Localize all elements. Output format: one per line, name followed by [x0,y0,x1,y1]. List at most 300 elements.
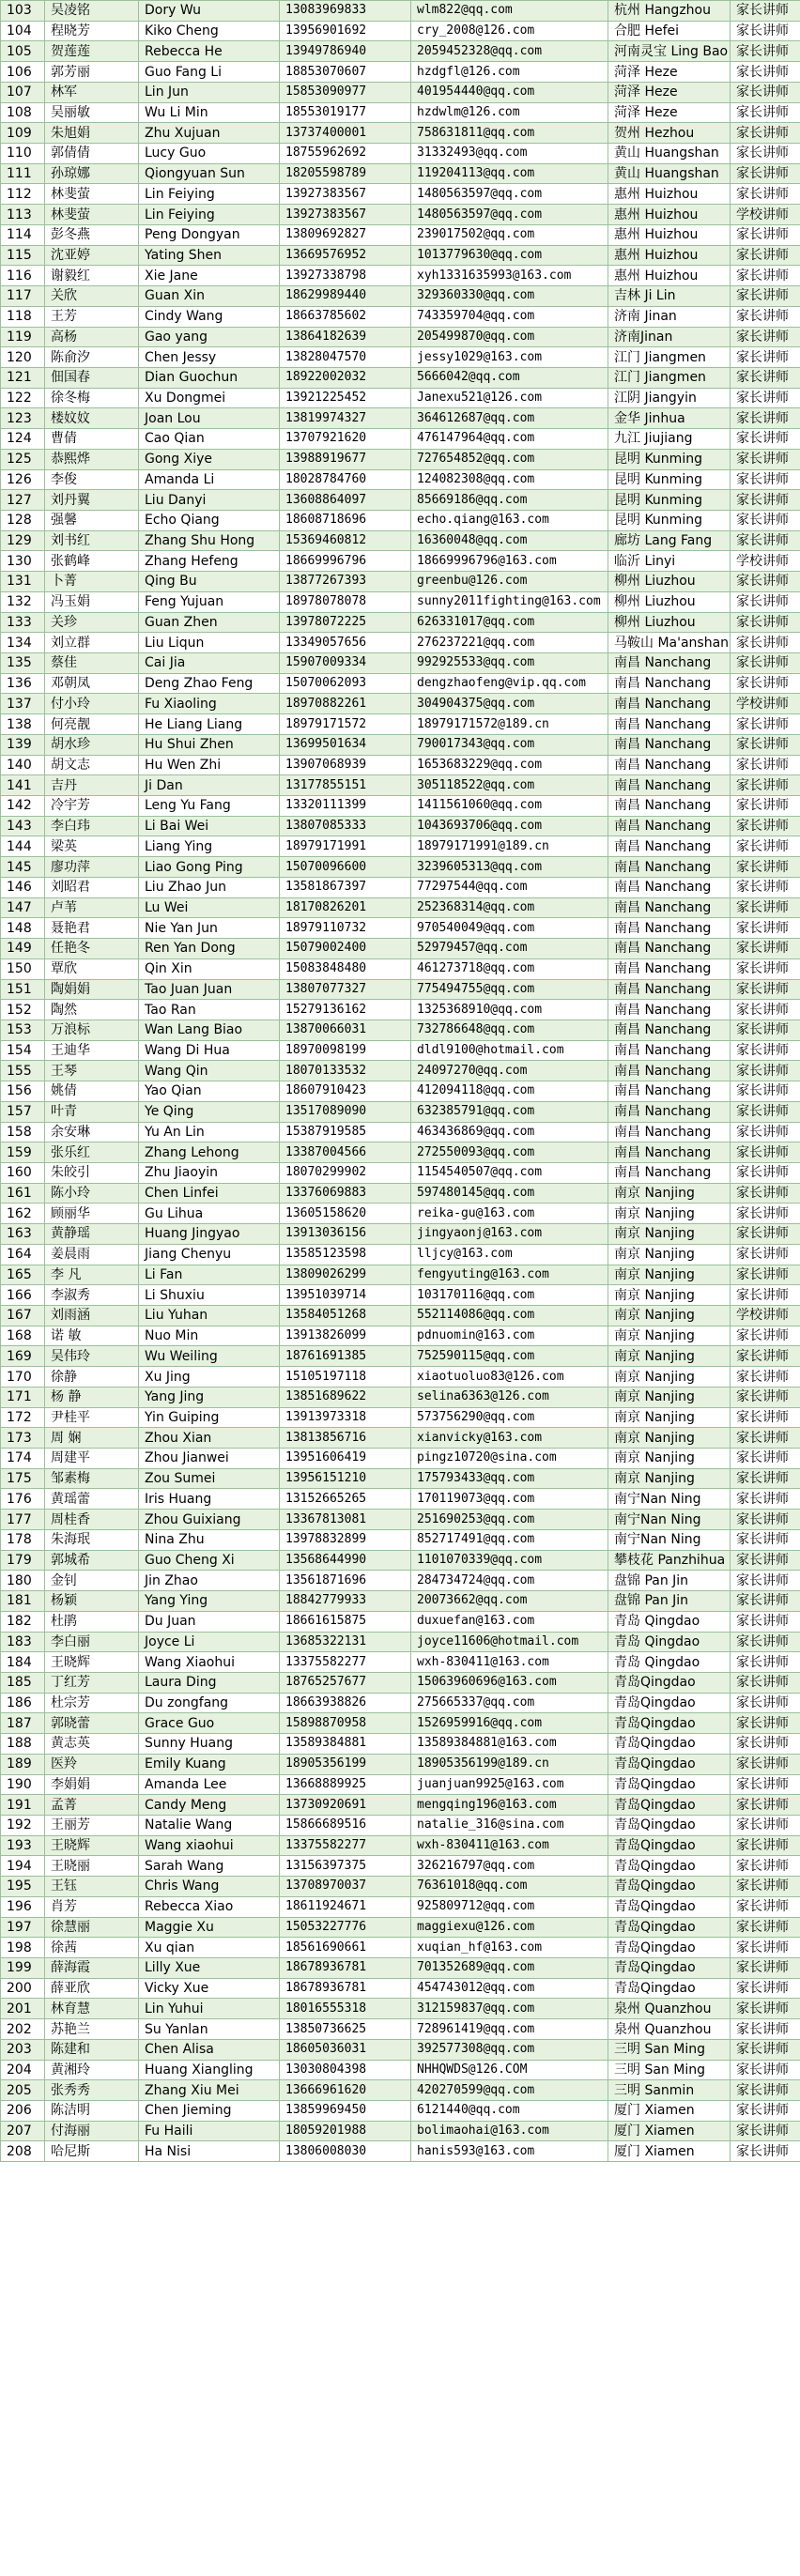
email-cell: 597480145@qq.com [411,1183,608,1204]
chinese-name-cell: 王琴 [45,1061,139,1081]
email-cell: 205499870@qq.com [411,327,608,347]
chinese-name-cell: 余安琳 [45,1122,139,1142]
chinese-name-cell: 医羚 [45,1754,139,1774]
table-row [1,1101,800,1122]
chinese-name-cell: 郭芳丽 [45,62,139,83]
email-cell: 251690253@qq.com [411,1510,608,1530]
phone-number-cell: 13685322131 [280,1632,411,1652]
role-cell: 家长讲师 [731,1489,800,1510]
email-cell: 305118522@qq.com [411,775,608,796]
table-row [1,82,800,102]
city-cell: 昆明 Kunming [608,510,731,530]
email-cell: 31332493@qq.com [411,144,608,164]
email-cell: 18669996796@163.com [411,551,608,572]
role-cell: 家长讲师 [731,1693,800,1713]
phone-number-cell: 13859969450 [280,2101,411,2122]
role-cell: 家长讲师 [731,327,800,347]
city-cell: 南昌 Nanchang [608,796,731,817]
city-cell: 攀枝花 Panzhihua [608,1550,731,1571]
email-cell: NHHQWDS@126.COM [411,2060,608,2080]
city-cell: 三明 San Ming [608,2060,731,2080]
english-name-cell: Wu Weiling [139,1346,280,1367]
table-row [1,245,800,266]
english-name-cell: Cao Qian [139,429,280,450]
email-cell: 992925533@qq.com [411,653,608,674]
email-cell: 852717491@qq.com [411,1529,608,1550]
english-name-cell: Zhu Jiaoyin [139,1162,280,1183]
table-row [1,1510,800,1530]
table-row [1,1306,800,1326]
row-number-cell: 167 [1,1306,45,1326]
row-number-cell: 109 [1,123,45,144]
row-number-cell: 139 [1,734,45,755]
email-cell: 18979171991@189.cn [411,836,608,857]
contact-table-body [1,1,800,2162]
role-cell: 家长讲师 [731,2101,800,2122]
phone-number-cell: 13083969833 [280,1,411,22]
phone-number-cell: 18678936781 [280,1978,411,1999]
table-row [1,1428,800,1449]
email-cell: pdnuomin@163.com [411,1326,608,1346]
phone-number-cell: 13668889925 [280,1774,411,1795]
row-number-cell: 155 [1,1061,45,1081]
email-cell: xiaotuoluo83@126.com [411,1367,608,1388]
phone-number-cell: 15898870958 [280,1713,411,1734]
row-number-cell: 135 [1,653,45,674]
city-cell: 青岛Qingdao [608,1815,731,1835]
city-cell: 南京 Nanjing [608,1306,731,1326]
role-cell: 家长讲师 [731,2080,800,2101]
english-name-cell: Lucy Guo [139,144,280,164]
phone-number-cell: 13605158620 [280,1204,411,1224]
role-cell: 家长讲师 [731,1774,800,1795]
table-row [1,1632,800,1652]
chinese-name-cell: 林斐萤 [45,205,139,225]
city-cell: 菏泽 Heze [608,62,731,83]
row-number-cell: 152 [1,1000,45,1020]
chinese-name-cell: 黄湘玲 [45,2060,139,2080]
phone-number-cell: 13608864097 [280,490,411,511]
city-cell: 昆明 Kunming [608,449,731,469]
role-cell: 家长讲师 [731,775,800,796]
table-row [1,1285,800,1306]
table-row [1,1835,800,1856]
chinese-name-cell: 曹倩 [45,429,139,450]
table-row [1,1896,800,1917]
city-cell: 南京 Nanjing [608,1224,731,1245]
email-cell: 1653683229@qq.com [411,755,608,775]
english-name-cell: Feng Yujuan [139,591,280,612]
email-cell: 727654852@qq.com [411,449,608,469]
chinese-name-cell: 李俊 [45,469,139,490]
role-cell: 家长讲师 [731,1632,800,1652]
role-cell: 家长讲师 [731,2019,800,2040]
table-row [1,633,800,653]
phone-number-cell: 18979110732 [280,918,411,939]
table-row [1,1468,800,1489]
table-row [1,41,800,62]
role-cell: 家长讲师 [731,123,800,144]
row-number-cell: 111 [1,163,45,184]
phone-number-cell: 18663785602 [280,306,411,327]
table-row [1,1571,800,1591]
table-row [1,2121,800,2141]
phone-number-cell: 18028784760 [280,469,411,490]
row-number-cell: 138 [1,714,45,735]
city-cell: 青岛Qingdao [608,1734,731,1755]
chinese-name-cell: 丁红芳 [45,1672,139,1693]
city-cell: 南昌 Nanchang [608,714,731,735]
email-cell: 476147964@qq.com [411,429,608,450]
city-cell: 南昌 Nanchang [608,918,731,939]
city-cell: 杭州 Hangzhou [608,1,731,22]
table-row [1,1224,800,1245]
city-cell: 惠州 Huizhou [608,205,731,225]
table-row [1,2080,800,2101]
chinese-name-cell: 杨 静 [45,1387,139,1407]
email-cell: xyh1331635993@163.com [411,266,608,286]
chinese-name-cell: 付海丽 [45,2121,139,2141]
table-row [1,958,800,979]
table-row [1,1917,800,1938]
table-row [1,653,800,674]
english-name-cell: Wan Lang Biao [139,1020,280,1040]
chinese-name-cell: 关欣 [45,286,139,307]
table-row [1,1061,800,1081]
phone-number-cell: 13877267393 [280,572,411,592]
city-cell: 南京 Nanjing [608,1346,731,1367]
table-row [1,327,800,347]
email-cell: 312159837@qq.com [411,1999,608,2019]
row-number-cell: 169 [1,1346,45,1367]
english-name-cell: Ye Qing [139,1101,280,1122]
english-name-cell: Du Juan [139,1611,280,1632]
email-cell: 1411561060@qq.com [411,796,608,817]
english-name-cell: Wu Li Min [139,102,280,123]
row-number-cell: 134 [1,633,45,653]
table-row [1,2060,800,2080]
row-number-cell: 170 [1,1367,45,1388]
chinese-name-cell: 黄瑶蕾 [45,1489,139,1510]
city-cell: 南京 Nanjing [608,1387,731,1407]
city-cell: 南昌 Nanchang [608,1020,731,1040]
email-cell: juanjuan9925@163.com [411,1774,608,1795]
table-row [1,939,800,959]
phone-number-cell: 13737400001 [280,123,411,144]
role-cell: 家长讲师 [731,673,800,694]
city-cell: 南京 Nanjing [608,1244,731,1265]
email-cell: 401954440@qq.com [411,82,608,102]
row-number-cell: 181 [1,1591,45,1612]
english-name-cell: Jiang Chenyu [139,1244,280,1265]
table-row [1,1550,800,1571]
table-row [1,21,800,41]
email-cell: 24097270@qq.com [411,1061,608,1081]
english-name-cell: Hu Wen Zhi [139,755,280,775]
row-number-cell: 145 [1,857,45,878]
phone-number-cell: 18661615875 [280,1611,411,1632]
english-name-cell: Yin Guiping [139,1407,280,1428]
phone-number-cell: 13850736625 [280,2019,411,2040]
row-number-cell: 172 [1,1407,45,1428]
english-name-cell: Wang Xiaohui [139,1652,280,1673]
table-row [1,897,800,918]
email-cell: 463436869@qq.com [411,1122,608,1142]
phone-number-cell: 18605036031 [280,2039,411,2060]
role-cell: 学校讲师 [731,1306,800,1326]
city-cell: 黄山 Huangshan [608,163,731,184]
chinese-name-cell: 恭熙烨 [45,449,139,469]
email-cell: 18905356199@189.cn [411,1754,608,1774]
role-cell: 家长讲师 [731,1122,800,1142]
english-name-cell: Sunny Huang [139,1734,280,1755]
table-row [1,1938,800,1958]
row-number-cell: 140 [1,755,45,775]
english-name-cell: Liao Gong Ping [139,857,280,878]
english-name-cell: Chen Linfei [139,1183,280,1204]
table-row [1,714,800,735]
row-number-cell: 182 [1,1611,45,1632]
row-number-cell: 131 [1,572,45,592]
english-name-cell: Guan Zhen [139,612,280,633]
role-cell: 家长讲师 [731,1611,800,1632]
table-row [1,694,800,714]
chinese-name-cell: 王晓丽 [45,1856,139,1877]
phone-number-cell: 13561871696 [280,1571,411,1591]
role-cell: 家长讲师 [731,1795,800,1816]
role-cell: 家长讲师 [731,1999,800,2019]
phone-number-cell: 13699501634 [280,734,411,755]
phone-number-cell: 18607910423 [280,1081,411,1102]
english-name-cell: Hu Shui Zhen [139,734,280,755]
chinese-name-cell: 陶娟娟 [45,979,139,1000]
english-name-cell: Zou Sumei [139,1468,280,1489]
table-row [1,408,800,429]
table-row [1,857,800,878]
english-name-cell: He Liang Liang [139,714,280,735]
role-cell: 家长讲师 [731,2039,800,2060]
english-name-cell: Guo Fang Li [139,62,280,83]
english-name-cell: Zhang Hefeng [139,551,280,572]
english-name-cell: Chen Jessy [139,347,280,368]
chinese-name-cell: 肖芳 [45,1896,139,1917]
english-name-cell: Wang Qin [139,1061,280,1081]
chinese-name-cell: 张鹤峰 [45,551,139,572]
role-cell: 家长讲师 [731,958,800,979]
english-name-cell: Laura Ding [139,1672,280,1693]
row-number-cell: 163 [1,1224,45,1245]
phone-number-cell: 13913036156 [280,1224,411,1245]
city-cell: 南昌 Nanchang [608,694,731,714]
city-cell: 青岛Qingdao [608,1774,731,1795]
chinese-name-cell: 贺莲莲 [45,41,139,62]
row-number-cell: 116 [1,266,45,286]
english-name-cell: Liu Yuhan [139,1306,280,1326]
city-cell: 盘锦 Pan Jin [608,1591,731,1612]
email-cell: 252368314@qq.com [411,897,608,918]
phone-number-cell: 13921225452 [280,388,411,408]
chinese-name-cell: 廖功萍 [45,857,139,878]
phone-number-cell: 13864182639 [280,327,411,347]
chinese-name-cell: 周建平 [45,1449,139,1469]
phone-number-cell: 13927383567 [280,205,411,225]
chinese-name-cell: 卢苇 [45,897,139,918]
table-row [1,1204,800,1224]
phone-number-cell: 15079002400 [280,939,411,959]
email-cell: 461273718@qq.com [411,958,608,979]
city-cell: 济南 Jinan [608,306,731,327]
row-number-cell: 198 [1,1938,45,1958]
city-cell: 南昌 Nanchang [608,1081,731,1102]
city-cell: 柳州 Liuzhou [608,591,731,612]
row-number-cell: 195 [1,1877,45,1897]
city-cell: 南昌 Nanchang [608,755,731,775]
role-cell: 家长讲师 [731,510,800,530]
phone-number-cell: 18970098199 [280,1040,411,1061]
table-row [1,1529,800,1550]
role-cell: 家长讲师 [731,388,800,408]
table-row [1,1713,800,1734]
city-cell: 青岛Qingdao [608,1877,731,1897]
table-row [1,1672,800,1693]
chinese-name-cell: 薛亚欣 [45,1978,139,1999]
chinese-name-cell: 哈尼斯 [45,2141,139,2162]
table-row [1,306,800,327]
city-cell: 青岛Qingdao [608,1835,731,1856]
role-cell: 家长讲师 [731,816,800,836]
email-cell: 632385791@qq.com [411,1101,608,1122]
phone-number-cell: 13907068939 [280,755,411,775]
role-cell: 家长讲师 [731,1449,800,1469]
city-cell: 青岛Qingdao [608,1856,731,1877]
phone-number-cell: 13585123598 [280,1244,411,1265]
phone-number-cell: 15369460812 [280,530,411,551]
phone-number-cell: 13589384881 [280,1734,411,1755]
city-cell: 南京 Nanjing [608,1326,731,1346]
role-cell: 家长讲师 [731,796,800,817]
chinese-name-cell: 冷宇芳 [45,796,139,817]
city-cell: 马鞍山 Ma'anshan [608,633,731,653]
role-cell: 家长讲师 [731,1224,800,1245]
role-cell: 家长讲师 [731,1958,800,1979]
english-name-cell: Yang Ying [139,1591,280,1612]
phone-number-cell: 18979171991 [280,836,411,857]
english-name-cell: Dory Wu [139,1,280,22]
chinese-name-cell: 邹素梅 [45,1468,139,1489]
english-name-cell: Deng Zhao Feng [139,673,280,694]
chinese-name-cell: 陈小玲 [45,1183,139,1204]
city-cell: 泉州 Quanzhou [608,2019,731,2040]
phone-number-cell: 13375582277 [280,1652,411,1673]
city-cell: 南昌 Nanchang [608,1122,731,1142]
row-number-cell: 122 [1,388,45,408]
city-cell: 南昌 Nanchang [608,979,731,1000]
row-number-cell: 107 [1,82,45,102]
city-cell: 南京 Nanjing [608,1285,731,1306]
phone-number-cell: 18553019177 [280,102,411,123]
role-cell: 家长讲师 [731,1040,800,1061]
chinese-name-cell: 刘昭君 [45,877,139,897]
email-cell: wlm822@qq.com [411,1,608,22]
city-cell: 厦门 Xiamen [608,2141,731,2162]
city-cell: 惠州 Huizhou [608,245,731,266]
city-cell: 青岛 Qingdao [608,1632,731,1652]
english-name-cell: Chris Wang [139,1877,280,1897]
role-cell: 家长讲师 [731,1571,800,1591]
row-number-cell: 104 [1,21,45,41]
english-name-cell: Gong Xiye [139,449,280,469]
chinese-name-cell: 王晓辉 [45,1835,139,1856]
chinese-name-cell: 程晓芳 [45,21,139,41]
email-cell: jessy1029@163.com [411,347,608,368]
email-cell: greenbu@126.com [411,572,608,592]
english-name-cell: Zhang Shu Hong [139,530,280,551]
phone-number-cell: 13813856716 [280,1428,411,1449]
chinese-name-cell: 徐冬梅 [45,388,139,408]
city-cell: 菏泽 Heze [608,82,731,102]
city-cell: 河南灵宝 Ling Bao [608,41,731,62]
phone-number-cell: 18970882261 [280,694,411,714]
email-cell: 701352689@qq.com [411,1958,608,1979]
city-cell: 贺州 Hezhou [608,123,731,144]
phone-number-cell: 13809692827 [280,224,411,245]
table-row [1,877,800,897]
table-row [1,1978,800,1999]
english-name-cell: Xu Dongmei [139,388,280,408]
phone-number-cell: 13819974327 [280,408,411,429]
city-cell: 南京 Nanjing [608,1265,731,1285]
english-name-cell: Natalie Wang [139,1815,280,1835]
english-name-cell: Rebecca Xiao [139,1896,280,1917]
english-name-cell: Xie Jane [139,266,280,286]
english-name-cell: Leng Yu Fang [139,796,280,817]
city-cell: 青岛Qingdao [608,1713,731,1734]
phone-number-cell: 15387919585 [280,1122,411,1142]
chinese-name-cell: 陈洁明 [45,2101,139,2122]
email-cell: 573756290@qq.com [411,1407,608,1428]
row-number-cell: 132 [1,591,45,612]
role-cell: 家长讲师 [731,1142,800,1163]
role-cell: 家长讲师 [731,1917,800,1938]
email-cell: dengzhaofeng@vip.qq.com [411,673,608,694]
row-number-cell: 110 [1,144,45,164]
english-name-cell: Yu An Lin [139,1122,280,1142]
phone-number-cell: 18059201988 [280,2121,411,2141]
english-name-cell: Dian Guochun [139,367,280,388]
phone-number-cell: 13951039714 [280,1285,411,1306]
city-cell: 菏泽 Heze [608,102,731,123]
table-row [1,796,800,817]
phone-number-cell: 13828047570 [280,347,411,368]
english-name-cell: Nuo Min [139,1326,280,1346]
english-name-cell: Nina Zhu [139,1529,280,1550]
city-cell: 青岛Qingdao [608,1896,731,1917]
role-cell: 家长讲师 [731,245,800,266]
row-number-cell: 115 [1,245,45,266]
email-cell: 1526959916@qq.com [411,1713,608,1734]
city-cell: 南京 Nanjing [608,1407,731,1428]
row-number-cell: 123 [1,408,45,429]
role-cell: 家长讲师 [731,714,800,735]
chinese-name-cell: 吴凌铭 [45,1,139,22]
phone-number-cell: 18608718696 [280,510,411,530]
email-cell: 412094118@qq.com [411,1081,608,1102]
english-name-cell: Maggie Xu [139,1917,280,1938]
email-cell: 272550093@qq.com [411,1142,608,1163]
chinese-name-cell: 黄静瑶 [45,1224,139,1245]
english-name-cell: Cai Jia [139,653,280,674]
chinese-name-cell: 楼妏妏 [45,408,139,429]
